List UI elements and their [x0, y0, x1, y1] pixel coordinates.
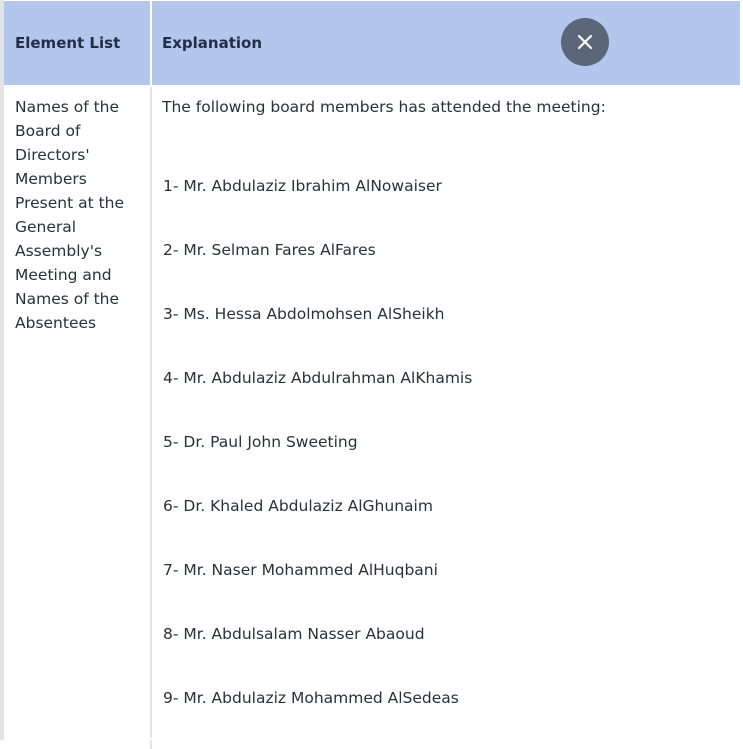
list-item: 7- Mr. Naser Mohammed AlHuqbani: [163, 561, 438, 579]
close-button[interactable]: [561, 18, 609, 66]
column-header-element-list: Element List: [4, 1, 151, 87]
list-item: 4- Mr. Abdulaziz Abdulrahman AlKhamis: [163, 369, 473, 387]
close-icon: [577, 34, 593, 50]
column-header-explanation: Explanation: [151, 1, 741, 87]
list-item: 5- Dr. Paul John Sweeting: [163, 433, 358, 451]
list-item: 1- Mr. Abdulaziz Ibrahim AlNowaiser: [163, 177, 442, 195]
list-item: 8- Mr. Abdulsalam Nasser Abaoud: [163, 625, 425, 643]
element-cell: Names of the Board of Directors' Members Present at the General Assembly's Meeting and Names of the Absentees: [4, 86, 151, 749]
intro-text: The following board members has attended the meeting:: [162, 98, 606, 116]
list-item: 9- Mr. Abdulaziz Mohammed AlSedeas: [163, 689, 459, 707]
list-item: 3- Ms. Hessa Abdolmohsen AlSheikh: [163, 305, 445, 323]
table-header-row: [4, 1, 741, 87]
list-item: 2- Mr. Selman Fares AlFares: [163, 241, 376, 259]
list-item: 6- Dr. Khaled Abdulaziz AlGhunaim: [163, 497, 433, 515]
